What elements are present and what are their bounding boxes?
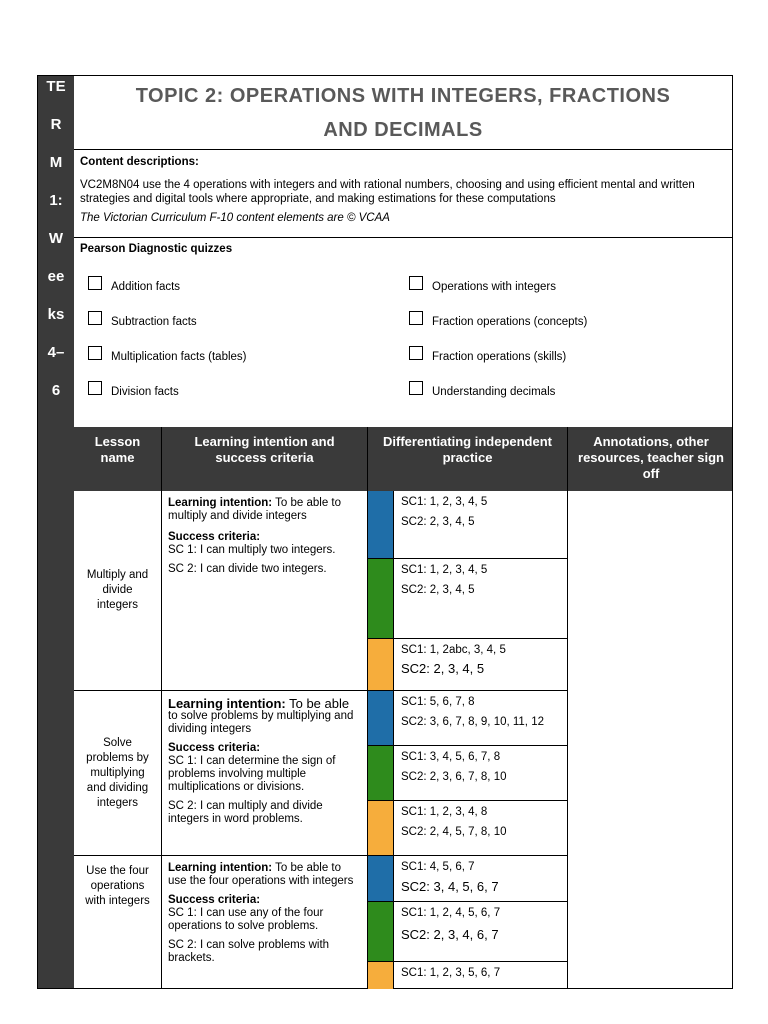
- quiz-item[interactable]: [88, 381, 179, 398]
- practice-cell: [394, 902, 568, 962]
- lesson-name: Solve problems by multiplying and dividing integers: [74, 691, 162, 856]
- diagnostic-quizzes: [74, 238, 732, 428]
- quiz-item[interactable]: [88, 311, 197, 328]
- page-title: [74, 76, 732, 150]
- quiz-item[interactable]: [88, 346, 247, 363]
- quiz-item[interactable]: [409, 346, 566, 363]
- quiz-item[interactable]: [409, 276, 556, 293]
- quiz-label: Subtraction facts: [111, 316, 197, 328]
- content-description: VC2M8N04 use the 4 operations with integers and with rational numbers, choosing and using efficient mental and written strategies and digital tools where appropriate, and making estimations for these computations: [80, 179, 695, 205]
- title-line-1: TOPIC 2: OPERATIONS WITH INTEGERS, FRACTIONS: [135, 85, 671, 107]
- practice-sc2: SC2: 3, 6, 7, 8, 9, 10, 11, 12: [401, 716, 544, 728]
- sc2-text: SC 2: I can solve problems with brackets.: [168, 939, 330, 964]
- practice-sc2: SC2: 2, 3, 4, 6, 7: [401, 927, 499, 942]
- term-label-part: ks: [47, 306, 65, 323]
- practice-cell: [394, 691, 568, 746]
- lesson-row: [74, 856, 732, 989]
- practice-sc2: SC2: 3, 4, 5, 6, 7: [401, 879, 499, 894]
- header-independent-practice: Differentiating independent practice: [368, 427, 568, 491]
- checkbox[interactable]: [409, 276, 423, 290]
- term-label-part: TE: [46, 78, 66, 95]
- li-text: to solve problems by multiplying and dividing integers: [168, 710, 354, 735]
- li-text: To be able to use the four operations with integers: [168, 862, 354, 887]
- practice-sc2: SC2: 2, 3, 6, 7, 8, 10: [401, 771, 507, 783]
- checkbox[interactable]: [88, 311, 102, 325]
- li-label: Learning intention:: [168, 497, 273, 509]
- term-sidebar: [38, 76, 74, 988]
- planner-sheet: [37, 75, 733, 989]
- level-strip-orange: [368, 801, 394, 856]
- checkbox[interactable]: [409, 311, 423, 325]
- header-learning-intention: Learning intention and success criteria: [162, 427, 368, 491]
- quiz-label: Multiplication facts (tables): [111, 351, 247, 363]
- practice-sc1: SC1: 1, 2, 3, 4, 5: [401, 496, 488, 508]
- term-label-part: ee: [47, 268, 65, 285]
- level-strip-green: [368, 902, 394, 962]
- level-strip-green: [368, 746, 394, 801]
- level-strip-blue: [368, 491, 394, 559]
- quiz-label: Fraction operations (skills): [432, 351, 567, 363]
- sc1-text: SC 1: I can multiply two integers.: [168, 544, 336, 556]
- level-strip-orange: [368, 639, 394, 691]
- sc-label: Success criteria:: [168, 531, 261, 543]
- li-label: Learning intention:: [168, 696, 286, 711]
- checkbox[interactable]: [409, 381, 423, 395]
- quiz-item[interactable]: [409, 311, 587, 328]
- term-label-part: 1:: [49, 192, 63, 209]
- practice-cell: [394, 559, 568, 639]
- content-copyright: The Victorian Curriculum F-10 content elements are © VCAA: [80, 212, 390, 224]
- quiz-label: Operations with integers: [432, 281, 557, 293]
- checkbox[interactable]: [88, 346, 102, 360]
- sc1-text: SC 1: I can determine the sign of problems involving multiple multiplications or divisions.: [168, 755, 336, 793]
- level-strip-blue: [368, 691, 394, 746]
- checkbox[interactable]: [88, 381, 102, 395]
- main-content: [74, 76, 732, 988]
- practice-cell: [394, 746, 568, 801]
- practice-sc1: SC1: 1, 2, 3, 4, 5: [401, 564, 488, 576]
- learning-intention: [162, 691, 368, 856]
- level-strip-orange: [368, 962, 394, 989]
- level-strip-blue: [368, 856, 394, 902]
- term-label-part: W: [48, 230, 64, 247]
- quiz-label: Addition facts: [111, 281, 181, 293]
- practice-sc1: SC1: 5, 6, 7, 8: [401, 696, 475, 708]
- quiz-label: Fraction operations (concepts): [432, 316, 588, 328]
- practice-sc1: SC1: 1, 2, 3, 5, 6, 7: [401, 967, 501, 979]
- header-annotations: Annotations, other resources, teacher sign off: [578, 434, 724, 481]
- practice-sc2: SC2: 2, 3, 4, 5: [401, 661, 485, 676]
- learning-intention: [162, 856, 368, 989]
- lesson-name: Use the four operations with integers: [74, 856, 162, 989]
- sc-label: Success criteria:: [168, 894, 261, 906]
- title-line-2: AND DECIMALS: [323, 119, 483, 141]
- term-label-part: R: [50, 116, 62, 133]
- practice-sc2: SC2: 2, 4, 5, 7, 8, 10: [401, 826, 507, 838]
- practice-sc2: SC2: 2, 3, 4, 5: [401, 516, 475, 528]
- li-text-lead: To be able: [289, 696, 350, 711]
- checkbox[interactable]: [409, 346, 423, 360]
- practice-cell: [394, 856, 568, 902]
- table-header: [74, 427, 732, 491]
- practice-sc2: SC2: 2, 3, 4, 5: [401, 584, 475, 596]
- content-descriptions: [74, 150, 732, 238]
- practice-sc1: SC1: 3, 4, 5, 6, 7, 8: [401, 751, 501, 763]
- header-lesson-name: Lesson name: [74, 427, 162, 491]
- learning-intention: [162, 491, 368, 691]
- li-label: Learning intention:: [168, 862, 273, 874]
- level-strip-green: [368, 559, 394, 639]
- sc1-text: SC 1: I can use any of the four operations to solve problems.: [168, 907, 324, 932]
- term-label-part: 4–: [47, 344, 65, 361]
- sc-label: Success criteria:: [168, 742, 261, 754]
- term-label-part: 6: [51, 382, 61, 399]
- quiz-item[interactable]: [409, 381, 555, 398]
- quizzes-heading: Pearson Diagnostic quizzes: [80, 243, 233, 255]
- practice-sc1: SC1: 1, 2abc, 3, 4, 5: [401, 644, 506, 656]
- practice-cell: [394, 962, 568, 989]
- practice-cell: [394, 491, 568, 559]
- lesson-name: Multiply and divide integers: [74, 491, 162, 691]
- lesson-row: [74, 491, 732, 691]
- sc2-text: SC 2: I can divide two integers.: [168, 563, 327, 575]
- practice-cell: [394, 801, 568, 856]
- content-heading: Content descriptions:: [80, 156, 199, 168]
- practice-sc1: SC1: 1, 2, 4, 5, 6, 7: [401, 907, 501, 919]
- term-label-part: M: [49, 154, 63, 171]
- quiz-item[interactable]: [88, 276, 180, 293]
- quiz-label: Understanding decimals: [432, 386, 556, 398]
- practice-cell: [394, 639, 568, 691]
- lesson-row: [74, 691, 732, 856]
- sc2-text: SC 2: I can multiply and divide integers in word problems.: [168, 800, 323, 825]
- practice-sc1: SC1: 4, 5, 6, 7: [401, 861, 475, 873]
- li-text: To be able to multiply and divide integers: [168, 497, 341, 522]
- practice-sc1: SC1: 1, 2, 3, 4, 8: [401, 806, 488, 818]
- checkbox[interactable]: [88, 276, 102, 290]
- quiz-label: Division facts: [111, 386, 179, 398]
